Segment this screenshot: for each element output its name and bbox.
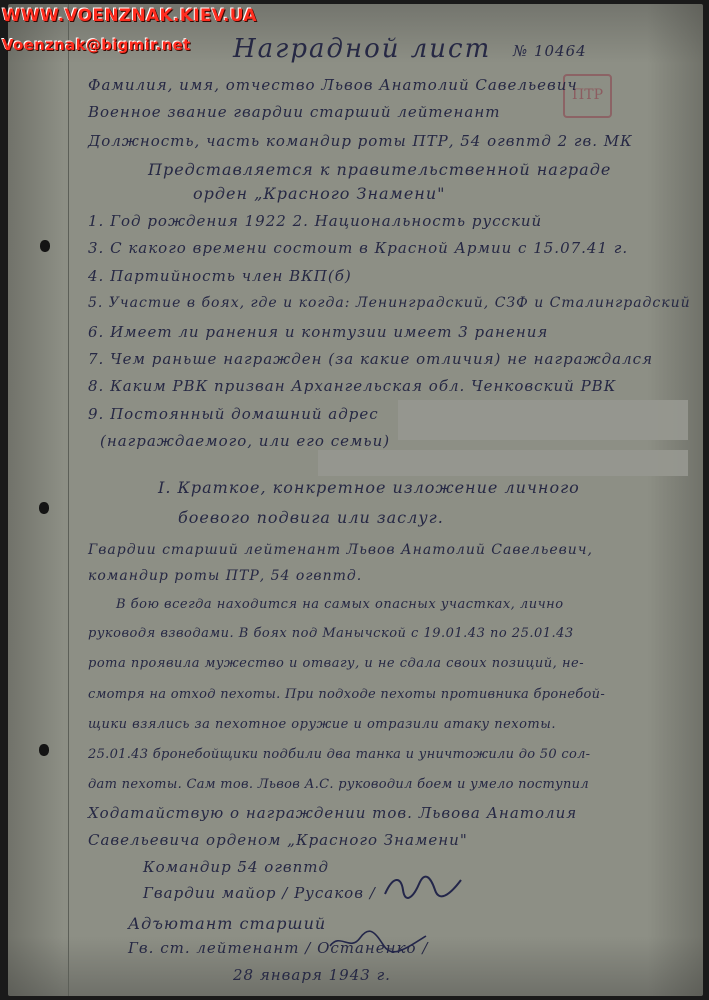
- doc-line: 25.01.43 бронебойщики подбили два танка и уничтожили до 50 сол-: [88, 747, 591, 762]
- award-sheet-page: [8, 4, 703, 996]
- doc-line: I. Краткое, конкретное изложение личного: [158, 478, 580, 497]
- stamp: ПТР: [563, 74, 612, 118]
- doc-line: рота проявила мужество и отвагу, и не сдала своих позиций, не-: [88, 656, 585, 671]
- doc-line: Гв. ст. лейтенант / Останенко /: [128, 939, 429, 957]
- redaction: [398, 400, 688, 440]
- doc-line: В бою всегда находится на самых опасных участках, лично: [116, 597, 564, 612]
- doc-line: Представляется к правительственной награде: [148, 160, 612, 179]
- doc-line: 3. С какого времени состоит в Красной Армии с 15.07.41 г.: [88, 239, 629, 257]
- redaction: [318, 450, 688, 476]
- doc-line: командир роты ПТР, 54 огвптд.: [88, 568, 363, 584]
- margin-line: [68, 4, 69, 996]
- watermark-email: Voenznak@bigmir.net: [2, 36, 191, 54]
- punch-hole: [40, 240, 50, 252]
- doc-line: Фамилия, имя, отчество Львов Анатолий Савельевич: [88, 76, 578, 94]
- doc-line: Гвардии майор / Русаков /: [143, 884, 376, 902]
- doc-line: 6. Имеет ли ранения и контузии имеет 3 ранения: [88, 323, 549, 341]
- document-title: Наградной лист: [233, 34, 492, 64]
- doc-line: Должность, часть командир роты ПТР, 54 огвптд 2 гв. МК: [88, 132, 633, 150]
- document-number: № 10464: [513, 42, 587, 60]
- doc-line: орден „Красного Знамени": [193, 184, 446, 203]
- commander-signature: [383, 872, 463, 902]
- doc-line: Военное звание гвардии старший лейтенант: [88, 103, 501, 121]
- doc-line: щики взялись за пехотное оружие и отразили атаку пехоты.: [88, 717, 556, 732]
- punch-hole: [39, 744, 49, 756]
- watermark-site: WWW.VOENZNAK.KIEV.UA: [2, 6, 257, 26]
- punch-hole: [39, 502, 49, 514]
- doc-line: 7. Чем раньше награжден (за какие отличия) не награждался: [88, 350, 654, 368]
- doc-line: 9. Постоянный домашний адрес: [88, 405, 379, 423]
- doc-line: 4. Партийность член ВКП(б): [88, 267, 352, 285]
- doc-line: руководя взводами. В боях под Манычской с 19.01.43 по 25.01.43: [88, 626, 574, 641]
- doc-line: Гвардии старший лейтенант Львов Анатолий Савельевич,: [88, 542, 593, 558]
- doc-line: Командир 54 огвптд: [143, 858, 330, 876]
- doc-line: 5. Участие в боях, где и когда: Ленинградский, СЗФ и Сталинградский: [88, 295, 691, 311]
- doc-line: 28 января 1943 г.: [233, 966, 391, 984]
- doc-line: Ходатайствую о награждении тов. Львова Анатолия: [88, 804, 578, 822]
- doc-line: боевого подвига или заслуг.: [178, 508, 444, 527]
- doc-line: смотря на отход пехоты. При подходе пехоты противника бронебой-: [88, 687, 606, 702]
- doc-line: дат пехоты. Сам тов. Львов А.С. руководил боем и умело поступил: [88, 777, 589, 792]
- doc-line: (награждаемого, или его семьи): [100, 432, 391, 450]
- doc-line: 1. Год рождения 1922 2. Национальность русский: [88, 212, 543, 230]
- adjutant-signature: [328, 926, 428, 956]
- doc-line: Савельевича орденом „Красного Знамени": [88, 831, 468, 849]
- doc-line: Адъютант старший: [128, 914, 327, 933]
- doc-line: 8. Каким РВК призван Архангельская обл. Ченковский РВК: [88, 377, 617, 395]
